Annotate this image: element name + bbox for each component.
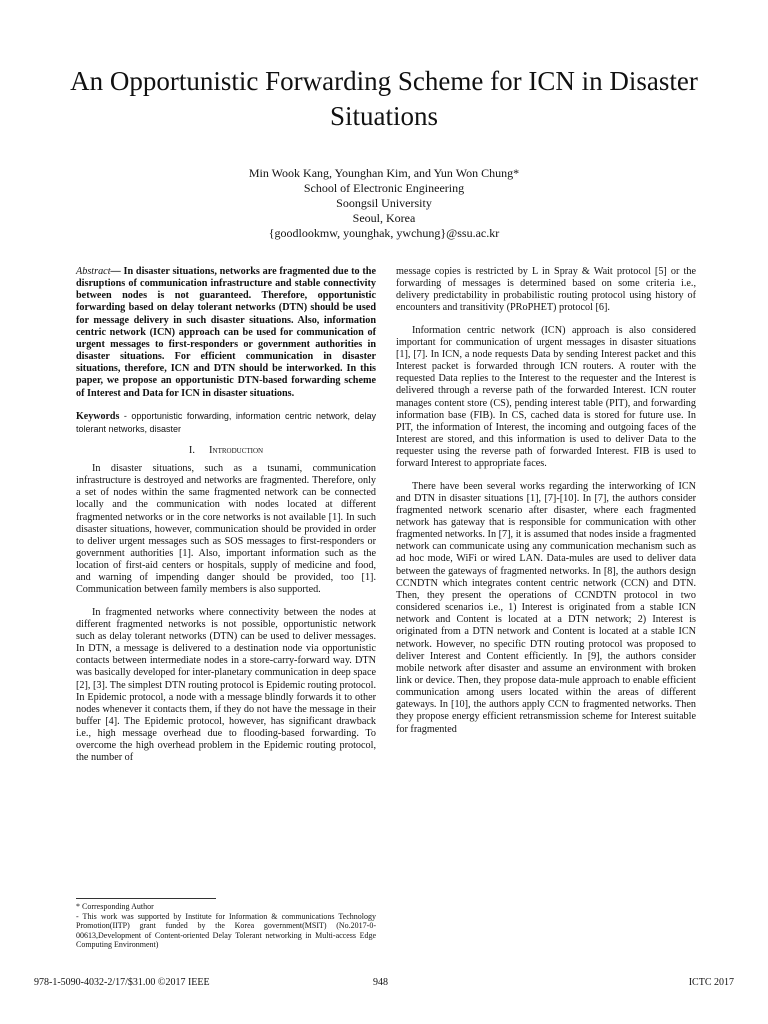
author-names: Min Wook Kang, Younghan Kim, and Yun Won Chung* — [248, 166, 520, 180]
footer-conference: ICTC 2017 — [688, 977, 734, 988]
keywords-text: - opportunistic forwarding, information centric network, delay tolerant networks, disaster — [76, 410, 376, 434]
footnote-divider — [76, 898, 216, 899]
keywords — [76, 410, 376, 435]
paper-title: An Opportunistic Forwarding Scheme for ICN in Disaster Situations — [70, 66, 698, 131]
right-column — [396, 266, 696, 746]
section-title: Introduction — [209, 444, 264, 456]
body-paragraph: In fragmented networks where connectivity between the nodes at different fragmented networks is not possible, opportunistic network such as delay tolerant networks (DTN) can be used to deliver messages. In DTN, a message is delivered to a destination node via opportunistic contacts between intermediate nodes in a store-carry-forward way. DTN was basically developed for inter-planetary communication in deep space [2], [3]. The simplest DTN routing protocol is Epidemic routing protocol. In Epidemic protocol, a node with a message blindly forwards it to other nodes whenever it contacts them, if they do not have the message in their buffer [4]. The Epidemic protocol, however, has significant drawback i.e., high message overhead due to flooding-based forwarding. To overcome the high overhead problem in the Epidemic routing protocol, the number of — [76, 606, 377, 764]
footnotes — [76, 902, 376, 950]
author-school: School of Electronic Engineering — [303, 181, 465, 195]
abstract — [76, 266, 376, 400]
left-column — [76, 266, 376, 775]
body-paragraph: message copies is restricted by L in Spray & Wait protocol [5] or the forwarding of messages is determined based on some criteria i.e., delivery predictability in probabilistic routing protocol using history of encounters and transitivity (PRoPHET) protocol [6]. — [396, 266, 696, 314]
body-paragraph: In disaster situations, such as a tsunami, communication infrastructure is destroyed and networks are fragmented. Therefore, only a set of nodes within the same fragmented network can be connected locally and the communication with nodes located at different fragmented networks or in the core networks is not available [1]. In such disaster situations, however, communication should be provided in order to deliver urgent messages such as SOS messages to first-responders or government authorities [1]. Also, important information such as the location of first-aid centers or hospitals, supply of medicine and food, and warning of impending danger should be provided, too [1]. Communication between family members is also supported. — [76, 462, 376, 596]
body-paragraph: Information centric network (ICN) approach is also considered important for communication of urgent messages in disaster situations [1], [7]. In ICN, a node requests Data by sending Interest packet and this Interest packet is forwarded through ICN routers. A router with the requested Data replies to the Interest to the requester and the Interest is delivered through a reverse path of the forwarded Interest. ICN router manages content store (CS), pending interest table (PIT), and forwarding information base (FIB). In CS, cached data is stored for future use. In PIT, the information of Interest, the incoming and outgoing faces of the Interest are stored, and this information is used to deliver Data to the requester using the reverse path of forwarded Interest. FIB is used to forward Interest to appropriate faces. — [396, 324, 696, 470]
footnote-corresponding: * Corresponding Author — [76, 902, 154, 911]
abstract-label: Abstract — [76, 266, 111, 277]
section-number: I. — [188, 444, 196, 456]
abstract-text: — In disaster situations, networks are fragmented due to the disruptions of communication infrastructure and stable connectivity between nodes is not guaranteed. Therefore, opportunistic forwarding based on delay tolerant networks (DTN) should be used for message delivery in such disaster situations. Also, information centric network (ICN) approach can be used for communication of urgent messages to first-responders or government authorities in disaster situations. For efficient communication in disaster situations, therefore, ICN and DTN should be interworked. In this paper, we propose an opportunistic DTN-based forwarding scheme of Interest and Data for ICN in disaster situations. — [76, 266, 376, 399]
author-block — [100, 166, 668, 241]
author-location: Seoul, Korea — [352, 211, 416, 225]
footer-page-number: 948 — [373, 977, 388, 988]
author-emails: {goodlookmw, younghak, ywchung}@ssu.ac.kr — [268, 226, 500, 240]
footer-isbn: 978-1-5090-4032-2/17/$31.00 ©2017 IEEE — [34, 977, 210, 988]
body-paragraph: There have been several works regarding the interworking of ICN and DTN in disaster situations [1], [7]-[10]. In [7], the authors consider fragmented network scenario after disaster, where each fragmented network has gateway that is responsible for communication with other fragmented networks. In [7], it is assumed that nodes inside a fragmented network can communicate using any communication mechanism such as ad hoc mode, WiFi or wired LAN. Data-mules are used to deliver data between the gateways of fragmented networks. In [8], the authors design CCNDTN which integrates content centric network (CCN) and DTN. Then, they present the operations of CCNDTN protocol in two considered scenarios i.e., 1) Interest is originated from a stable ICN network and Content is located at a DTN network; 2) Interest is originated from a DTN network and Content is located at a stable ICN network. However, no specific DTN routing protocol was proposed to deliver Interest and Content efficiently. In [9], the authors consider mobile network after disaster and assume an environment with broken link or device. Then, they propose data-mule approach to enable efficient communication among users located within the areas of different gateways. In [10], the authors apply CCN to fragmented networks. Then they propose energy efficient retransmission scheme for Interest suitable for fragmented — [396, 480, 696, 735]
keywords-label: Keywords — [76, 410, 120, 422]
footnote-funding: - This work was supported by Institute for Information & communications Technology Promotion(IITP) grant funded by the Korea government(MSIT) (No.2017-0-00613,Development of Content-oriented Delay Tolerant networking in Multi-access Edge Computing Environment) — [76, 911, 376, 950]
author-university: Soongsil University — [336, 196, 432, 210]
section-heading — [76, 445, 376, 457]
